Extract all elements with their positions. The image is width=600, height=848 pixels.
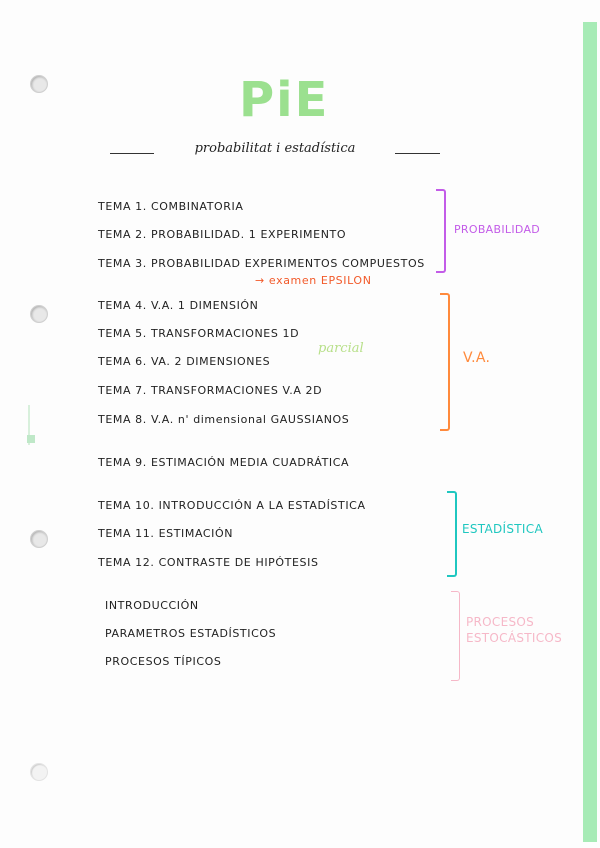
page-notch-mark — [28, 405, 36, 445]
page-title: PiE — [239, 72, 330, 128]
binder-hole-1 — [30, 75, 48, 93]
procesos-bracket — [451, 591, 460, 681]
binder-hole-4 — [30, 763, 48, 781]
topic-5: TEMA 5. TRANSFORMACIONES 1D — [98, 327, 300, 340]
topic-9: TEMA 9. ESTIMACIÓN MEDIA CUADRÁTICA — [98, 456, 350, 469]
extra-topic-2: PARAMETROS ESTADÍSTICOS — [105, 627, 277, 640]
binder-hole-3 — [30, 530, 48, 548]
exam-annotation: → examen EPSILON — [255, 274, 372, 287]
section-label-procesos: PROCESOS ESTOCÁSTICOS — [466, 615, 563, 645]
page-edge-stripe — [583, 22, 597, 842]
topic-10: TEMA 10. INTRODUCCIÓN A LA ESTADÍSTICA — [98, 499, 366, 512]
topic-6: TEMA 6. VA. 2 DIMENSIONES — [98, 355, 271, 368]
subtitle-row — [110, 141, 440, 161]
topic-12: TEMA 12. CONTRASTE DE HIPÓTESIS — [98, 556, 319, 569]
estadistica-bracket — [447, 491, 457, 577]
parcial-annotation: parcial — [318, 341, 364, 356]
page-subtitle: probabilitat i estadística — [194, 141, 356, 156]
binder-hole-2 — [30, 305, 48, 323]
section-label-va: V.A. — [463, 350, 491, 366]
section-label-estadistica: ESTADÍSTICA — [462, 522, 543, 536]
extra-topic-3: PROCESOS TÍPICOS — [105, 655, 222, 668]
topic-8: TEMA 8. V.A. n' dimensional GAUSSIANOS — [98, 413, 350, 426]
probabilidad-bracket — [436, 189, 446, 273]
topic-4: TEMA 4. V.A. 1 DIMENSIÓN — [98, 299, 259, 312]
section-label-probabilidad: PROBABILIDAD — [454, 223, 541, 236]
topic-1: TEMA 1. COMBINATORIA — [98, 200, 244, 213]
topic-3: TEMA 3. PROBABILIDAD EXPERIMENTOS COMPUESTOS — [98, 257, 425, 270]
topic-2: TEMA 2. PROBABILIDAD. 1 EXPERIMENTO — [98, 228, 347, 241]
va-bracket — [440, 293, 450, 431]
subtitle-rule-left — [110, 153, 154, 154]
subtitle-rule-right — [395, 153, 440, 154]
topic-11: TEMA 11. ESTIMACIÓN — [98, 527, 234, 540]
topic-7: TEMA 7. TRANSFORMACIONES V.A 2D — [98, 384, 323, 397]
extra-topic-1: INTRODUCCIÓN — [105, 599, 199, 612]
